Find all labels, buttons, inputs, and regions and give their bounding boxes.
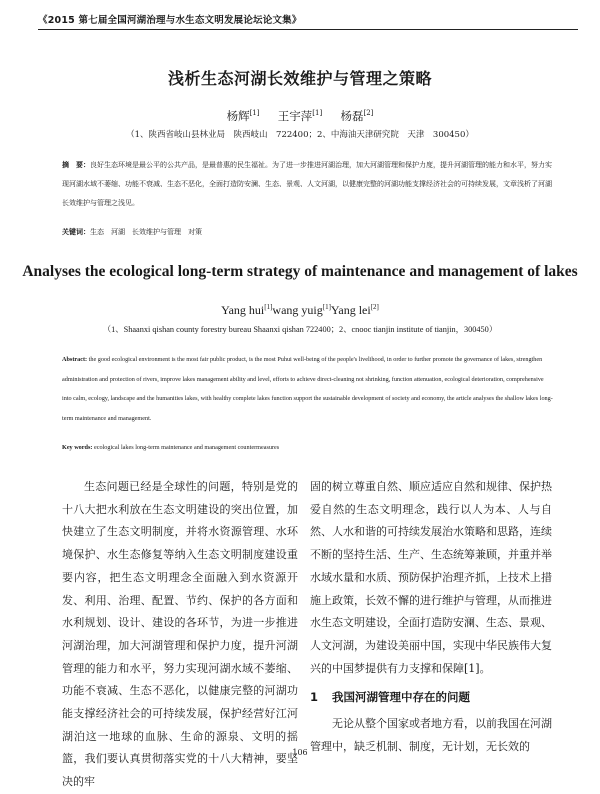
english-authors	[0, 303, 600, 318]
section-number: 1	[310, 690, 319, 705]
author-name: wang yuig	[272, 303, 323, 317]
page-number: 106	[292, 748, 308, 757]
abstract-text: 良好生态环境是最公平的公共产品，是最普惠的民生福祉。为了进一步推进河湖治理，加大河湖管理和保护力度，提升河湖管理的能力和水平，努力实现河湖水域不萎缩、功能不衰减、生态不恶化，全面打造防安澜、生态、景观、人文河湖，以健康完整的河湖功能支撑经济社会的可持续发展，文章浅析了河湖长效维护与管理之浅见。	[62, 161, 552, 207]
english-affiliation: （1、Shaanxi qishan county forestry bureau Shaanxi qishan 722400；2、cnooc tianjin institute of tianjin，300450）	[102, 325, 498, 334]
english-abstract	[62, 350, 554, 428]
section-title: 我国河湖管理中存在的问题	[332, 690, 471, 705]
body-paragraph: 生态问题已经是全球性的问题，特别是党的十八大把水利放在生态文明建设的突出位置，加快建立了生态文明制度，并将水资源管理、水环境保护、水生态修复等纳入生态文明制度建设重要内容，把生态文明理念全面融入到水资源开发、利用、治理、配置、节约、保护的各方面和水利规划、设计、建设的各环节，为进一步推进河湖治理，加大河湖管理和保护力度，提升河湖管理的能力和水平，努力实现河湖水域不萎缩、功能不衰减、生态不恶化，以健康完整的河湖功能支撑经济社会的可持续发展，保护经营好江河湖泊这一地球的血脉、生命的源泉、文明的摇篮，我们要认真贯彻落实党的十八大精神，要坚决的牢	[62, 480, 298, 789]
keywords-text: ecological lakes long-term maintenance and management countermeasures	[93, 444, 280, 451]
author-ref: [1]	[264, 303, 273, 311]
chinese-authors	[0, 108, 600, 124]
abstract-text: the good ecological environment is the most fair public product, is the most Puhui well-being of the people's livelihood, in order to further promote the governance of lakes, strengthen administration and protection of rivers, improve lakes management ability and level, efforts to achieve direct-cleaning not shrinking, function attenuation, ecological deterioration, comprehensive into calm, ecology, landscape and the humanities lakes, with healthy complete lakes function support the sustainable development of society and economy, the article analyses the shallow lakes long-term maintenance and management.	[62, 356, 553, 422]
abstract-label: Abstract:	[62, 356, 88, 363]
abstract-label: 摘 要：	[62, 160, 90, 169]
author-ref: [1]	[249, 109, 260, 118]
author-ref: [1]	[322, 303, 331, 311]
author-name: Yang hui	[221, 303, 265, 317]
author-name: Yang lei	[330, 303, 371, 317]
keywords-label: Key words:	[62, 444, 93, 451]
keywords-label: 关键词：	[62, 227, 90, 236]
english-keywords	[62, 444, 554, 451]
body-paragraph: 固的树立尊重自然、顺应适应自然和规律、保护热爱自然的生态文明理念，践行以人为本、人与自然、人水和谐的可持续发展治水策略和思路，连续不断的坚持生活、生产、生态统筹兼顾，并重并举水域水量和水质、预防保护治理齐抓，上技术上措施上政策，长效不懈的进行维护与管理，从而推进水生态文明建设，全面打造防安澜、生态、景观、人文河湖，为建设美丽中国，实现中华民族伟大复兴的中国梦提供有力支撑和保障[1]。	[310, 480, 552, 675]
body-left-column	[62, 476, 298, 794]
chinese-affiliation: （1、陕西省岐山县林业局 陕西岐山 722400；2、中海油天津研究院 天津 300450）	[126, 130, 474, 140]
author-name: 王宇萍	[277, 109, 313, 123]
chinese-abstract	[62, 155, 554, 213]
running-header: 《2015 第七届全国河湖治理与水生态文明发展论坛论文集》	[38, 12, 578, 30]
body-paragraph: 无论从整个国家或者地方看，以前我国在河湖管理中，缺乏机制、制度，无计划，无长效的	[310, 717, 552, 753]
chinese-keywords	[62, 227, 554, 237]
body-right-column	[310, 476, 552, 758]
section-heading	[310, 686, 552, 709]
author-ref: [2]	[370, 303, 379, 311]
english-title: Analyses the ecological long-term strategy of maintenance and management of lakes	[22, 263, 578, 280]
author-ref: [2]	[363, 109, 374, 118]
chinese-title: 浅析生态河湖长效维护与管理之策略	[167, 69, 432, 88]
author-ref: [1]	[312, 109, 323, 118]
author-name: 杨辉	[226, 109, 250, 123]
keywords-text: 生态 河湖 长效维护与管理 对策	[90, 228, 202, 236]
author-name: 杨磊	[340, 109, 364, 123]
